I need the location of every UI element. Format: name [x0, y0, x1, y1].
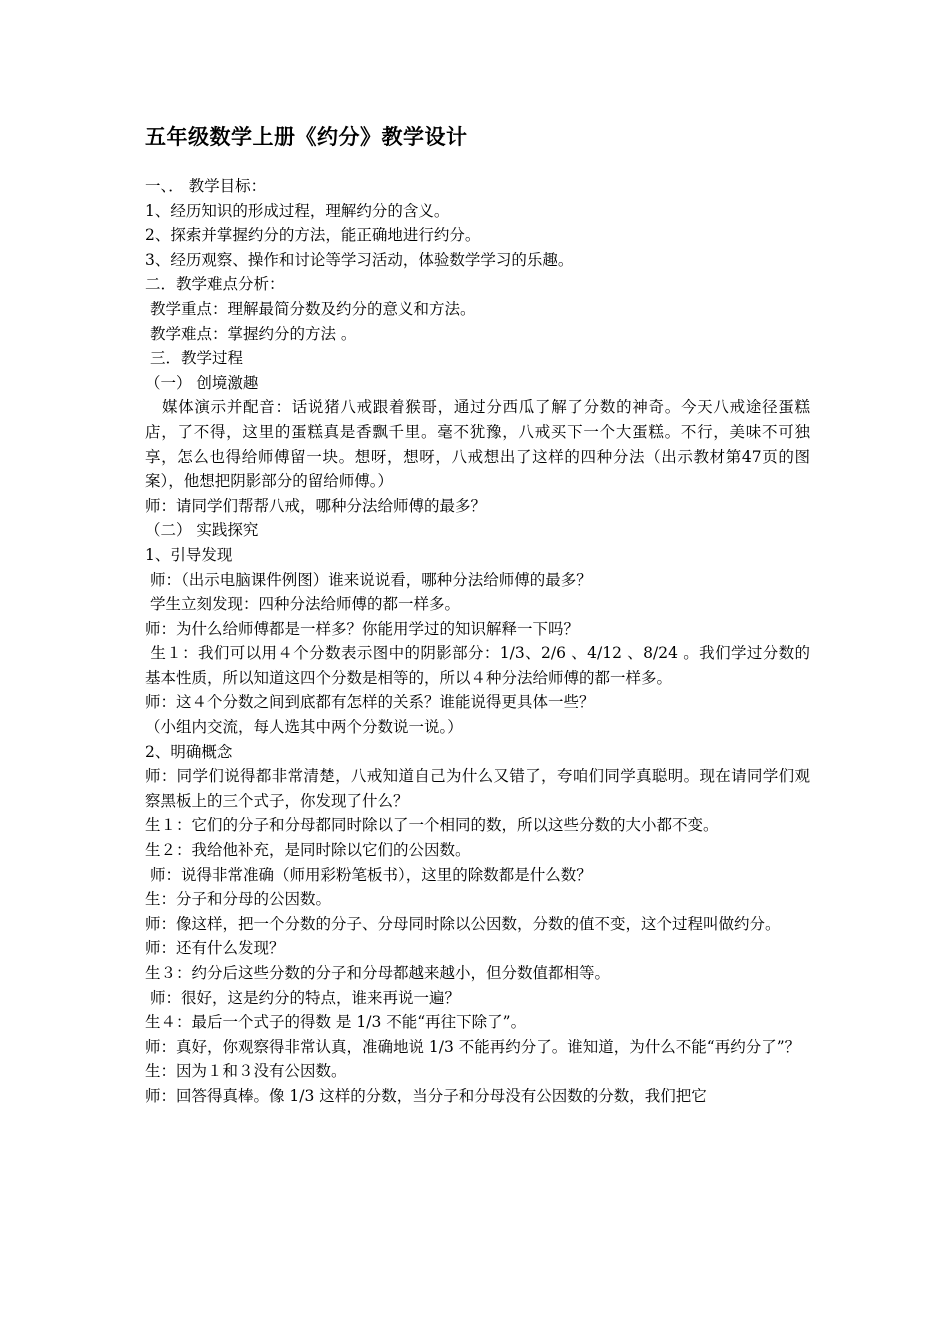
document-title: 五年级数学上册《约分》教学设计 [145, 124, 468, 149]
paragraph: 师：为什么给师傅都是一样多？你能用学过的知识解释一下吗？ [145, 619, 580, 638]
document-page [145, 120, 810, 1109]
paragraph: 师：回答得真棒。像 1/3 这样的分数，当分子和分母没有公因数的分数，我们把它 [145, 1086, 707, 1105]
paragraph: （小组内交流，每人选其中两个分数说一说。） [145, 718, 463, 737]
paragraph: 师：像这样，把一个分数的分子、分母同时除以公因数，分数的值不变，这个过程叫做约分。 [145, 914, 781, 933]
paragraph: 二．教学难点分析： [145, 275, 285, 294]
document-body [145, 174, 810, 1109]
paragraph: 生４：最后一个式子的得数 是 1/3 不能“再往下除了”。 [145, 1013, 527, 1032]
paragraph: 师：很好，这是约分的特点，谁来再说一遍？ [145, 988, 460, 1007]
paragraph: 2、明确概念 [145, 742, 233, 761]
paragraph: 教学重点：理解最简分数及约分的意义和方法。 [145, 299, 476, 318]
paragraph: 师：这４个分数之间到底都有怎样的关系？谁能说得更具体一些？ [145, 693, 595, 712]
paragraph: （一） 创境激趣 [145, 373, 259, 392]
paragraph: 媒体演示并配音：话说猪八戒跟着猴哥，通过分西瓜了解了分数的神奇。今天八戒途径蛋糕店，了不得，这里的蛋糕真是香飘千里。毫不犹豫，八戒买下一个大蛋糕。不行，美味不可独享，怎么也得给师傅留一块。想呀，想呀，八戒想出了这样的四种分法（出示教材第47页的图案），他想把阴影部分的留给师傅。） [145, 398, 811, 491]
paragraph: 师：请同学们帮帮八戒，哪种分法给师傅的最多？ [145, 496, 487, 515]
paragraph: 师：说得非常准确（师用彩粉笔板书），这里的除数都是什么数？ [145, 865, 592, 884]
paragraph: 1、经历知识的形成过程，理解约分的含义。 [145, 201, 450, 220]
paragraph: 生２：我给他补充，是同时除以它们的公因数。 [145, 841, 471, 860]
paragraph: 师：还有什么发现？ [145, 939, 285, 958]
paragraph: 学生立刻发现：四种分法给师傅的都一样多。 [145, 595, 460, 614]
paragraph: 生１：我们可以用４个分数表示图中的阴影部分：1/3、2/6 、4/12 、8/24 。我们学过分数的基本性质，所以知道这四个分数是相等的，所以４种分法给师傅的都一样多。 [145, 644, 810, 687]
paragraph: 生３：约分后这些分数的分子和分母都越来越小，但分数值都相等。 [145, 964, 611, 982]
paragraph: 师：真好，你观察得非常认真，准确地说 1/3 不能再约分了。谁知道，为什么不能“再约分了”？ [145, 1037, 801, 1056]
paragraph: 师：同学们说得都非常清楚，八戒知道自己为什么又错了，夸咱们同学真聪明。现在请同学们观察黑板上的三个式子，你发现了什么？ [145, 767, 810, 810]
paragraph: 一、． 教学目标： [145, 177, 267, 195]
paragraph: 1、引导发现 [145, 545, 233, 564]
paragraph: 三．教学过程 [145, 349, 243, 368]
paragraph: 生：分子和分母的公因数。 [145, 890, 332, 909]
paragraph: 3、经历观察、操作和讨论等学习活动，体验数学学习的乐趣。 [145, 250, 574, 269]
paragraph: 生：因为１和３没有公因数。 [145, 1062, 347, 1081]
paragraph: 生１：它们的分子和分母都同时除以了一个相同的数，所以这些分数的大小都不变。 [145, 816, 719, 835]
paragraph: 2、探索并掌握约分的方法，能正确地进行约分。 [145, 226, 481, 245]
paragraph: 师：（出示电脑课件例图）谁来说说看，哪种分法给师傅的最多？ [145, 570, 592, 589]
paragraph: （二） 实践探究 [145, 521, 259, 540]
paragraph: 教学难点：掌握约分的方法 。 [145, 324, 357, 343]
